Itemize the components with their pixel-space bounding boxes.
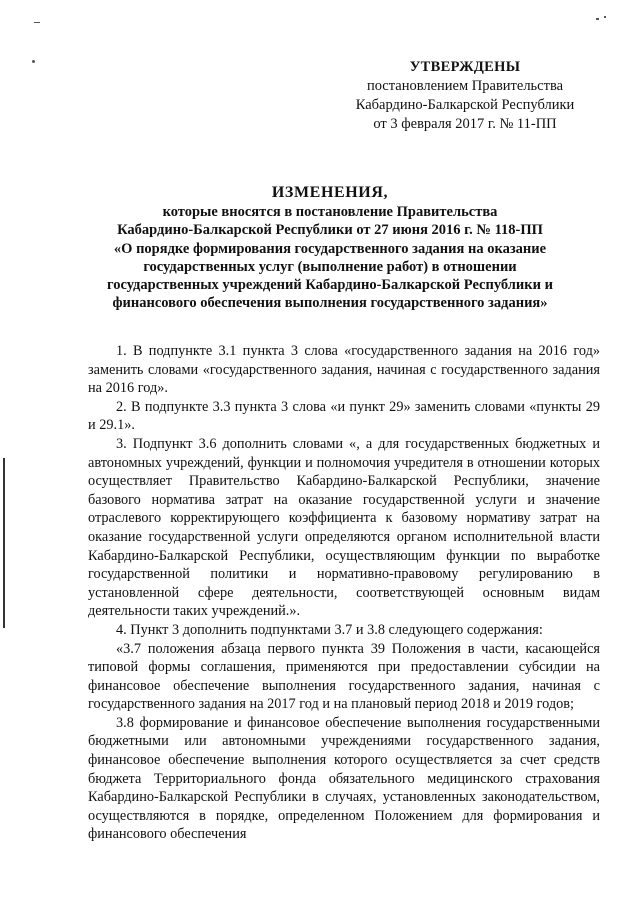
- heading-line: государственных услуг (выполнение работ) в отношении: [143, 258, 517, 275]
- heading-line: финансового обеспечения выполнения государственного задания»: [112, 295, 548, 312]
- paragraph-3-7: «3.7 положения абзаца первого пункта 39 Положения в части, касающейся типовой формы соглашения, применяются при предоставлении субсидии на финансовое обеспечение выполнения государственного задания, начиная с государственного задания на 2017 год и на плановый период 2018 и 2019 годов;: [88, 640, 600, 713]
- margin-line: [3, 458, 5, 628]
- approval-line: Кабардино-Балкарской Республики: [355, 97, 575, 113]
- paragraph-4: 4. Пункт 3 дополнить подпунктами 3.7 и 3.8 следующего содержания:: [116, 621, 543, 638]
- heading-line: Кабардино-Балкарской Республики от 27 июня 2016 г. № 118-ПП: [117, 222, 543, 239]
- approval-word: УТВЕРЖДЕНЫ: [409, 59, 521, 75]
- heading-line: которые вносятся в постановление Правительства: [162, 204, 498, 221]
- scan-dash: [34, 22, 40, 23]
- approval-block: [340, 58, 590, 134]
- paragraph-1: 1. В подпункте 3.1 пункта 3 слова «государственного задания на 2016 год» заменить словами «государственного задания, начиная с государственного задания на 2016 год».: [88, 343, 600, 397]
- heading-line: «О порядке формирования государственного задания на оказание: [113, 240, 547, 257]
- heading-line: государственных учреждений Кабардино-Балкарской Республики и: [107, 277, 553, 294]
- approval-line: постановлением Правительства: [366, 78, 564, 94]
- paragraph-2: 2. В подпункте 3.3 пункта 3 слова «и пункт 29» заменить словами «пункты 29 и 29.1».: [88, 398, 600, 434]
- scan-speck: [596, 18, 599, 20]
- paragraph-3: 3. Подпункт 3.6 дополнить словами «, а для государственных бюджетных и автономных учреждений, функции и полномочия учредителя в отношении которых осуществляет Правительство Кабардино-Балкарской Республики, значение базового норматива затрат на оказание государственной услуги и значение отраслевого корректирующего коэффициента к базовому нормативу затрат на оказание государственной услуги определяются органом исполнительной власти Кабардино-Балкарской Республики, осуществляющим функции по выработке государственной политики и нормативно-правовому регулированию в установленной сфере деятельности, соответствующей основным видам деятельности таких учреждений.».: [88, 435, 600, 620]
- scan-dot: [32, 60, 35, 63]
- heading-title: ИЗМЕНЕНИЯ,: [271, 184, 389, 201]
- document-body: [88, 342, 600, 844]
- paragraph-3-8: 3.8 формирование и финансовое обеспечение выполнения государственными бюджетными или автономными учреждениями государственного задания, финансовое обеспечение выполнения которого осуществляется за счет средств бюджета Территориального фонда обязательного медицинского страхования Кабардино-Балкарской Республики в случаях, установленных законодательством, осуществляются в порядке, определенном Положением для формирования и финансового обеспечения: [88, 714, 600, 843]
- document-heading: [70, 184, 590, 312]
- approval-line: от 3 февраля 2017 г. № 11-ПП: [373, 116, 557, 132]
- scan-speck: [604, 16, 606, 18]
